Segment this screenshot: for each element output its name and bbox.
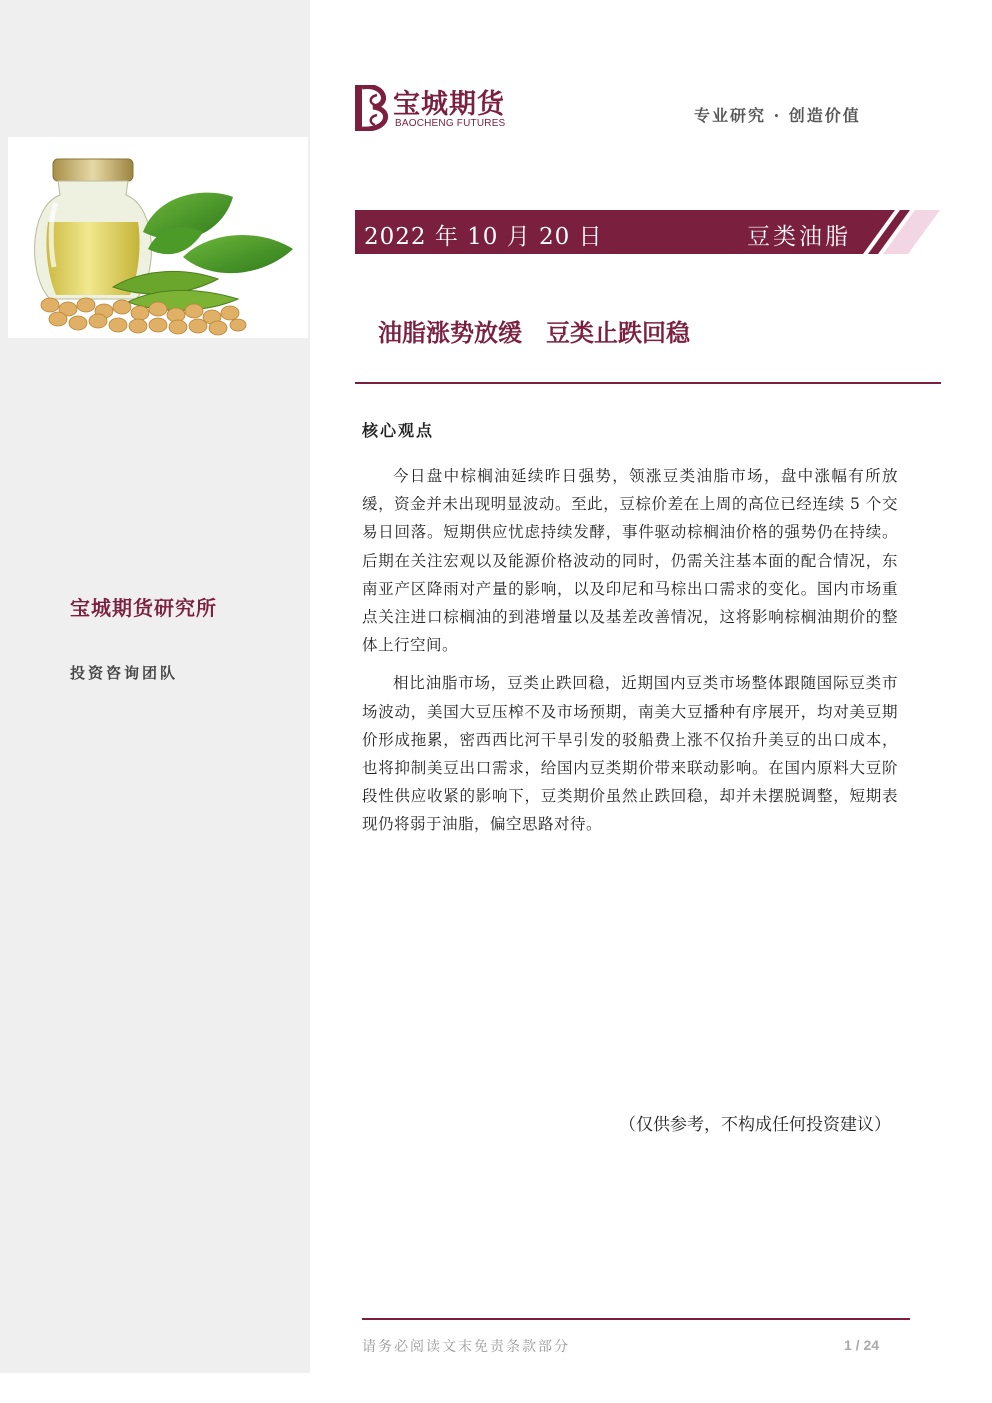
team-name: 投资咨询团队 xyxy=(70,664,179,682)
brand-logo xyxy=(355,84,525,132)
brand-name-cn: 宝城期货 xyxy=(393,89,505,120)
brand-name-en: BAOCHENG FUTURES xyxy=(395,118,506,129)
baocheng-logo-icon xyxy=(355,85,393,131)
footer-divider xyxy=(362,1318,910,1320)
body-paragraph-2: 相比油脂市场，豆类止跌回稳，近期国内豆类市场整体跟随国际豆类市场波动，美国大豆压榨不及市场预期，南美大豆播种有序展开，均对美豆期价形成拖累，密西西比河干旱引发的驳船费上涨不仅抬升美豆的出口成本，也将抑制美豆出口需求，给国内豆类期价带来联动影响。在国内原料大豆阶段性供应收紧的影响下，豆类期价虽然止跌回稳，却并未摆脱调整，短期表现仍将弱于油脂，偏空思路对待。 xyxy=(362,674,898,834)
report-category: 豆类油脂 xyxy=(747,224,851,250)
cover-image-oil-jar-soybean xyxy=(8,137,308,338)
date-banner xyxy=(355,210,945,256)
page-number: 1 / 24 xyxy=(844,1337,880,1353)
body-paragraph-1: 今日盘中棕榈油延续昨日强势，领涨豆类油脂市场，盘中涨幅有所放缓，资金并未出现明显波动。至此，豆棕价差在上周的高位已经连续 5 个交易日回落。短期供应忧虑持续发酵，事件驱动棕榈油价格的强势仍在持续。后期在关注宏观以及能源价格波动的同时，仍需关注基本面的配合情况，东南亚产区降雨对产量的影响，以及印尼和马棕出口需求的变化。国内市场重点关注进口棕榈油的到港增量以及基差改善情况，这将影响棕榈油期价的整体上行空间。 xyxy=(362,467,898,655)
report-title: 油脂涨势放缓 豆类止跌回稳 xyxy=(378,319,690,347)
report-date: 2022 年 10 月 20 日 xyxy=(364,224,603,250)
sidebar xyxy=(0,0,310,1373)
report-body xyxy=(362,462,898,849)
title-divider xyxy=(355,382,941,384)
footer-note: 请务必阅读文末免责条款部分 xyxy=(362,1339,570,1355)
disclaimer: （仅供参考，不构成任何投资建议） xyxy=(619,1115,891,1135)
section-heading: 核心观点 xyxy=(362,421,435,440)
institute-name: 宝城期货研究所 xyxy=(70,596,217,620)
oil-jar-soybean-icon xyxy=(8,137,308,338)
brand-slogan: 专业研究 · 创造价值 xyxy=(694,106,861,125)
